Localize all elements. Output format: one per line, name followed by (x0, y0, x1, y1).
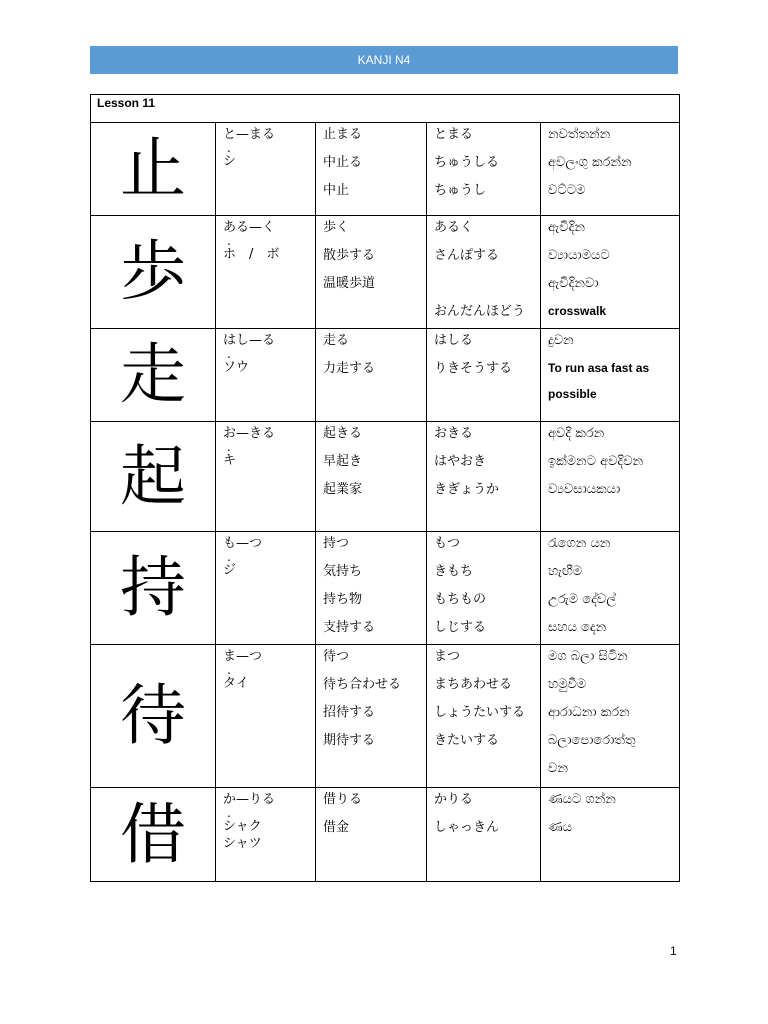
vocab-reading-cell (427, 788, 541, 882)
vocab-reading: おんだんほどう (434, 304, 526, 319)
vocab-reading: ちゅうし (434, 183, 487, 198)
vocab-reading: おきる (434, 426, 474, 441)
vocab-meaning-list (541, 123, 679, 207)
kanji-readings-cell (216, 645, 316, 788)
vocab-word-list (316, 329, 426, 385)
vocab-word-list (316, 216, 426, 328)
vocab-word-list (316, 532, 426, 644)
vocab-reading-list (427, 532, 540, 644)
vocab-reading-list (427, 422, 540, 506)
on-reading: ホ / ボ (223, 247, 280, 262)
vocab-reading-cell (427, 422, 541, 532)
vocab-meaning-cell (541, 645, 680, 788)
vocab-reading: はしる (434, 333, 474, 348)
vocab-meaning-list (541, 216, 679, 328)
vocab-word: 招待する (323, 705, 376, 720)
vocab-reading: りきそうする (434, 361, 513, 376)
vocab-meaning: ව්‍යවසායකයා (548, 482, 621, 497)
vocab-meaning: ණය (548, 820, 572, 835)
vocab-word: 待ち合わせる (323, 677, 402, 692)
kanji-readings-cell (216, 216, 316, 329)
kanji-cell (91, 645, 216, 788)
vocab-reading: しょうたいする (434, 705, 526, 720)
reading-separator: . (227, 806, 231, 820)
vocab-reading: もちもの (434, 592, 487, 607)
vocab-word-cell (316, 788, 427, 882)
reading-separator: . (227, 440, 231, 454)
vocab-word-list (316, 422, 426, 506)
vocab-meaning: ඉක්මනට අවදිවන (548, 454, 644, 469)
vocab-meaning-list (541, 788, 679, 844)
vocab-reading: あるく (434, 220, 474, 235)
reading-separator: . (227, 550, 231, 564)
kanji-character: 持 (120, 549, 186, 626)
vocab-reading: まつ (434, 649, 461, 664)
vocab-word: 温暖歩道 (323, 276, 376, 291)
lesson-title: Lesson 11 (91, 95, 680, 123)
vocab-meaning-cell (541, 123, 680, 216)
kun-reading: ま—つ (223, 649, 263, 664)
vocab-word: 中止る (323, 155, 363, 170)
vocab-word: 起きる (323, 426, 363, 441)
kun-reading: はし—る (223, 333, 276, 348)
vocab-word: 起業家 (323, 482, 363, 497)
vocab-meaning: උරුම දේවල් (548, 592, 617, 607)
kanji-row (91, 329, 680, 422)
vocab-word: 待つ (323, 649, 350, 664)
banner-title: KANJI N4 (357, 53, 411, 67)
kanji-character: 待 (120, 677, 186, 754)
vocab-meaning: crosswalk (548, 304, 607, 318)
vocab-meaning: දුවන (548, 333, 574, 348)
on-reading: タイ (223, 676, 249, 691)
vocab-meaning-list (541, 422, 679, 506)
vocab-word-cell (316, 532, 427, 645)
vocab-meaning: ආරාධනා කරන (548, 705, 630, 720)
vocab-meaning: අවදි කරන (548, 426, 605, 441)
vocab-meaning-list (541, 532, 679, 644)
kanji-character: 走 (120, 336, 186, 413)
vocab-meaning-cell (541, 422, 680, 532)
kun-reading: も—つ (223, 536, 263, 551)
kun-reading: と—まる (223, 127, 276, 142)
vocab-reading-list (427, 329, 540, 385)
vocab-meaning: ව්‍යායාමයට (548, 248, 610, 263)
vocab-word-cell (316, 329, 427, 422)
vocab-reading: ちゅうしる (434, 155, 500, 170)
kanji-readings-cell (216, 422, 316, 532)
document-banner (90, 46, 678, 74)
kanji-cell (91, 422, 216, 532)
kanji-row (91, 123, 680, 216)
on-reading: キ (223, 453, 237, 468)
vocab-word: 持つ (323, 536, 350, 551)
lesson-header-row (91, 95, 680, 123)
kanji-row (91, 532, 680, 645)
vocab-meaning: නවත්තන්න (548, 127, 611, 142)
vocab-word: 走る (323, 333, 350, 348)
vocab-meaning: බලාපොරොත්තු (548, 733, 636, 748)
vocab-word (323, 300, 426, 328)
kanji-row (91, 422, 680, 532)
vocab-reading-cell (427, 216, 541, 329)
kanji-cell (91, 216, 216, 329)
vocab-word: 借りる (323, 792, 363, 807)
kanji-readings-cell (216, 329, 316, 422)
kanji-character: 起 (120, 437, 186, 515)
vocab-reading: きぎょうか (434, 482, 500, 497)
vocab-word: 散歩する (323, 248, 376, 263)
vocab-reading-list (427, 788, 540, 844)
vocab-word: 借金 (323, 820, 350, 835)
vocab-reading-cell (427, 645, 541, 788)
kanji-table (90, 94, 680, 882)
on-reading: ジ (223, 563, 237, 578)
vocab-word: 中止 (323, 183, 350, 198)
vocab-reading (434, 272, 540, 300)
vocab-meaning-cell (541, 788, 680, 882)
kanji-readings-cell (216, 788, 316, 882)
page-number: 1 (670, 944, 677, 958)
kanji-row (91, 645, 680, 788)
vocab-meaning-cell (541, 216, 680, 329)
kanji-readings (216, 329, 315, 376)
vocab-reading: まちあわせる (434, 677, 513, 692)
vocab-word: 力走する (323, 361, 376, 376)
vocab-meaning: වට්ටම (548, 183, 586, 198)
kanji-readings (216, 645, 315, 692)
vocab-meaning-list (541, 329, 679, 409)
vocab-reading-cell (427, 532, 541, 645)
kanji-row (91, 216, 680, 329)
on-reading: シャツ (223, 836, 262, 851)
kanji-readings (216, 123, 315, 170)
reading-separator: . (227, 141, 231, 155)
kanji-character: 借 (120, 795, 186, 873)
vocab-word: 支持する (323, 620, 376, 635)
vocab-reading: しじする (434, 620, 487, 635)
kanji-cell (91, 123, 216, 216)
vocab-word-list (316, 645, 426, 757)
vocab-reading: しゃっきん (434, 820, 500, 835)
vocab-reading-cell (427, 329, 541, 422)
kanji-readings (216, 788, 315, 852)
vocab-word-cell (316, 123, 427, 216)
vocab-meaning: සහය දෙන (548, 620, 607, 635)
kanji-character: 止 (120, 130, 186, 207)
kun-reading: お—きる (223, 426, 276, 441)
vocab-meaning: ඇවිදිනවා (548, 276, 599, 291)
kanji-readings (216, 422, 315, 469)
vocab-meaning: රැගෙන යන (548, 536, 611, 551)
vocab-meaning: To run asa fast as (548, 361, 650, 375)
vocab-word: 期待する (323, 733, 376, 748)
vocab-meaning: මග බලා සිටින (548, 649, 628, 664)
kanji-cell (91, 532, 216, 645)
kanji-character: 歩 (120, 233, 186, 310)
kanji-readings (216, 532, 315, 579)
vocab-reading: はやおき (434, 454, 487, 469)
reading-separator: . (227, 663, 231, 677)
vocab-reading: とまる (434, 127, 474, 142)
vocab-reading: もつ (434, 536, 461, 551)
kun-reading: か—りる (223, 792, 276, 807)
vocab-word: 止まる (323, 127, 363, 142)
reading-separator: . (227, 234, 231, 248)
vocab-reading-list (427, 216, 540, 328)
vocab-word-cell (316, 422, 427, 532)
vocab-reading-cell (427, 123, 541, 216)
vocab-reading: きたいする (434, 733, 500, 748)
vocab-meaning: ණයට ගන්න (548, 792, 616, 807)
kanji-cell (91, 329, 216, 422)
vocab-word-list (316, 123, 426, 207)
vocab-meaning-cell (541, 329, 680, 422)
vocab-reading-list (427, 123, 540, 207)
on-reading: ソウ (223, 360, 250, 375)
vocab-meaning-cell (541, 532, 680, 645)
vocab-word-cell (316, 216, 427, 329)
vocab-word: 持ち物 (323, 592, 363, 607)
vocab-reading: さんぽする (434, 248, 500, 263)
reading-separator: . (227, 347, 231, 361)
vocab-meaning: හැඟීම (548, 564, 583, 579)
vocab-word-cell (316, 645, 427, 788)
kun-reading: ある—く (223, 220, 276, 235)
on-reading: シャク (223, 819, 262, 834)
vocab-word: 気持ち (323, 564, 363, 579)
kanji-row (91, 788, 680, 882)
vocab-reading: きもち (434, 564, 474, 579)
vocab-meaning: වන (548, 761, 568, 776)
vocab-word-list (316, 788, 426, 844)
vocab-word: 歩く (323, 220, 350, 235)
vocab-meaning: ඇවිදින (548, 220, 585, 235)
kanji-cell (91, 788, 216, 882)
kanji-readings-cell (216, 532, 316, 645)
vocab-meaning-list (541, 645, 679, 785)
vocab-meaning: possible (548, 387, 597, 401)
kanji-readings (216, 216, 315, 263)
kanji-readings-cell (216, 123, 316, 216)
vocab-meaning: හමුවීම (548, 677, 587, 692)
vocab-meaning: අවලංගු කරන්න (548, 155, 632, 170)
vocab-reading: かりる (434, 792, 474, 807)
vocab-word: 早起き (323, 454, 363, 469)
on-reading: シ (223, 154, 237, 169)
vocab-reading-list (427, 645, 540, 757)
